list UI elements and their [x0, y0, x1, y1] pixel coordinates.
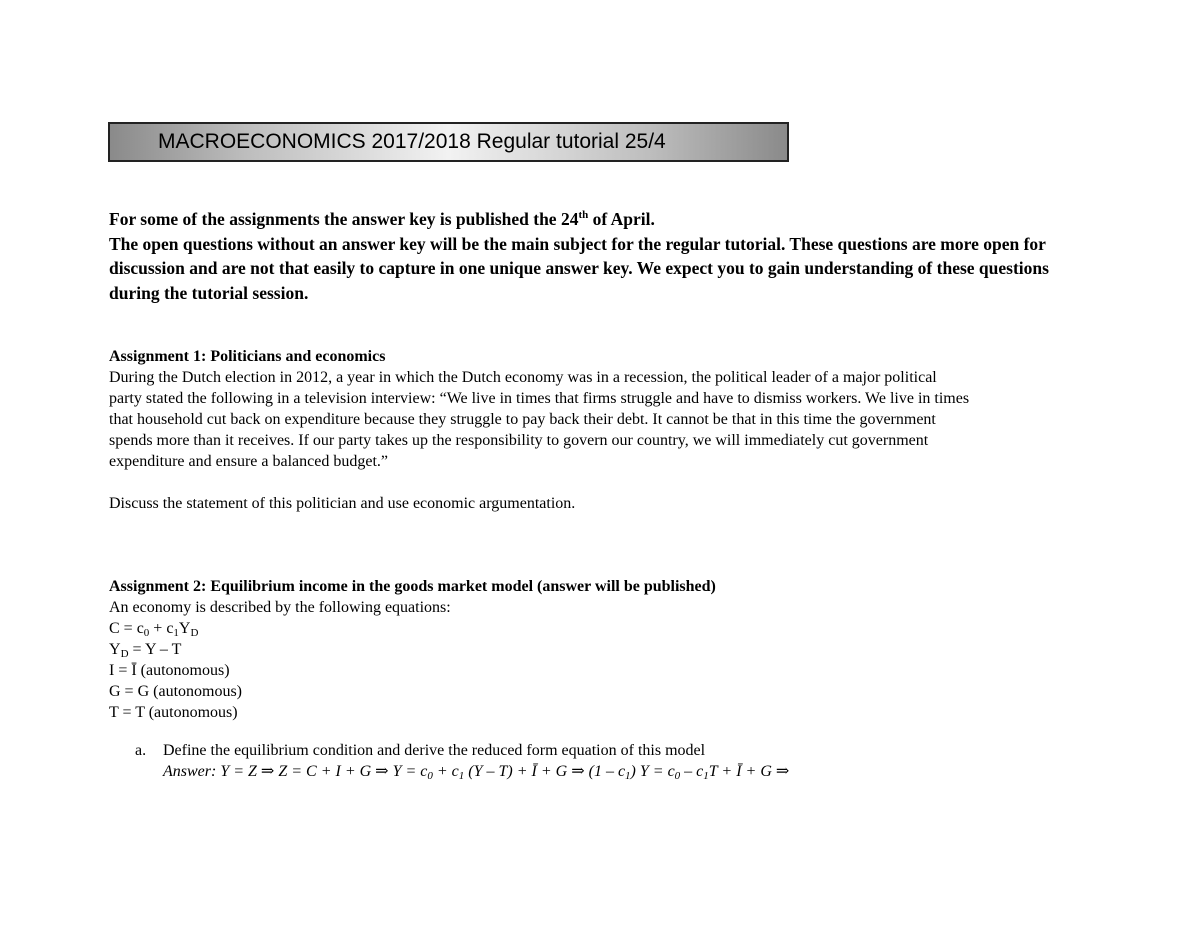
- assignment-1-line: party stated the following in a television interview: “We live in times that firms struggle and have to dismiss workers. We live in times: [109, 390, 970, 407]
- equation-disposable-income: $Y_D = Y - T$: [109, 641, 182, 660]
- assignment-1: [109, 346, 1109, 514]
- assignment-2-description: An economy is described by the following equations:: [109, 599, 451, 616]
- equation-consumption: $C = c_0 + c_1Y_D$: [109, 620, 199, 639]
- assignment-1-line: spends more than it receives. If our party takes up the responsibility to govern our country, we will immediately cut government: [109, 432, 929, 449]
- list-item: [135, 740, 1035, 761]
- equation-taxes: T = T (autonomous): [109, 704, 238, 721]
- assignment-2: [109, 576, 1109, 723]
- assignment-2-questions: [135, 740, 1035, 782]
- title-box: [108, 122, 789, 162]
- question-a: Define the equilibrium condition and derive the reduced form equation of this model: [163, 742, 706, 759]
- list-marker: a.: [135, 742, 147, 759]
- page-title: MACROECONOMICS 2017/2018 Regular tutorial 25/4: [158, 130, 666, 153]
- assignment-1-line: During the Dutch election in 2012, a year in which the Dutch economy was in a recession, the political leader of a major political: [109, 369, 937, 386]
- intro-text: [109, 203, 1099, 306]
- assignment-1-heading: Assignment 1: Politicians and economics: [109, 348, 386, 365]
- intro-paragraph-2: The open questions without an answer key will be the main subject for the regular tutorial. These questions are more open for discussion and are not that easily to capture in one unique answer key. We expect you to gain understanding of these questions during the tutorial session.: [109, 233, 1049, 303]
- equation-government: G = G (autonomous): [109, 683, 243, 700]
- equation-investment: I = Ī (autonomous): [109, 662, 230, 679]
- answer-a: Answer: Y = Z ⇒ Z = C + I + G ⇒ $Y = c_0 + c_1$ (Y – T) + Ī + G ⇒ $(1 - c_1)$ $Y = c_0 - c_1T$ + Ī + G ⇒: [163, 763, 790, 782]
- intro-line-1: For some of the assignments the answer key is published the 24th of April.: [109, 208, 655, 229]
- assignment-1-line: that household cut back on expenditure because they struggle to pay back their debt. It cannot be that in this time the government: [109, 411, 936, 428]
- assignment-1-question: Discuss the statement of this politician and use economic argumentation.: [109, 495, 576, 512]
- assignment-1-line: expenditure and ensure a balanced budget.”: [109, 453, 388, 470]
- assignment-2-heading: Assignment 2: Equilibrium income in the goods market model (answer will be published): [109, 578, 716, 595]
